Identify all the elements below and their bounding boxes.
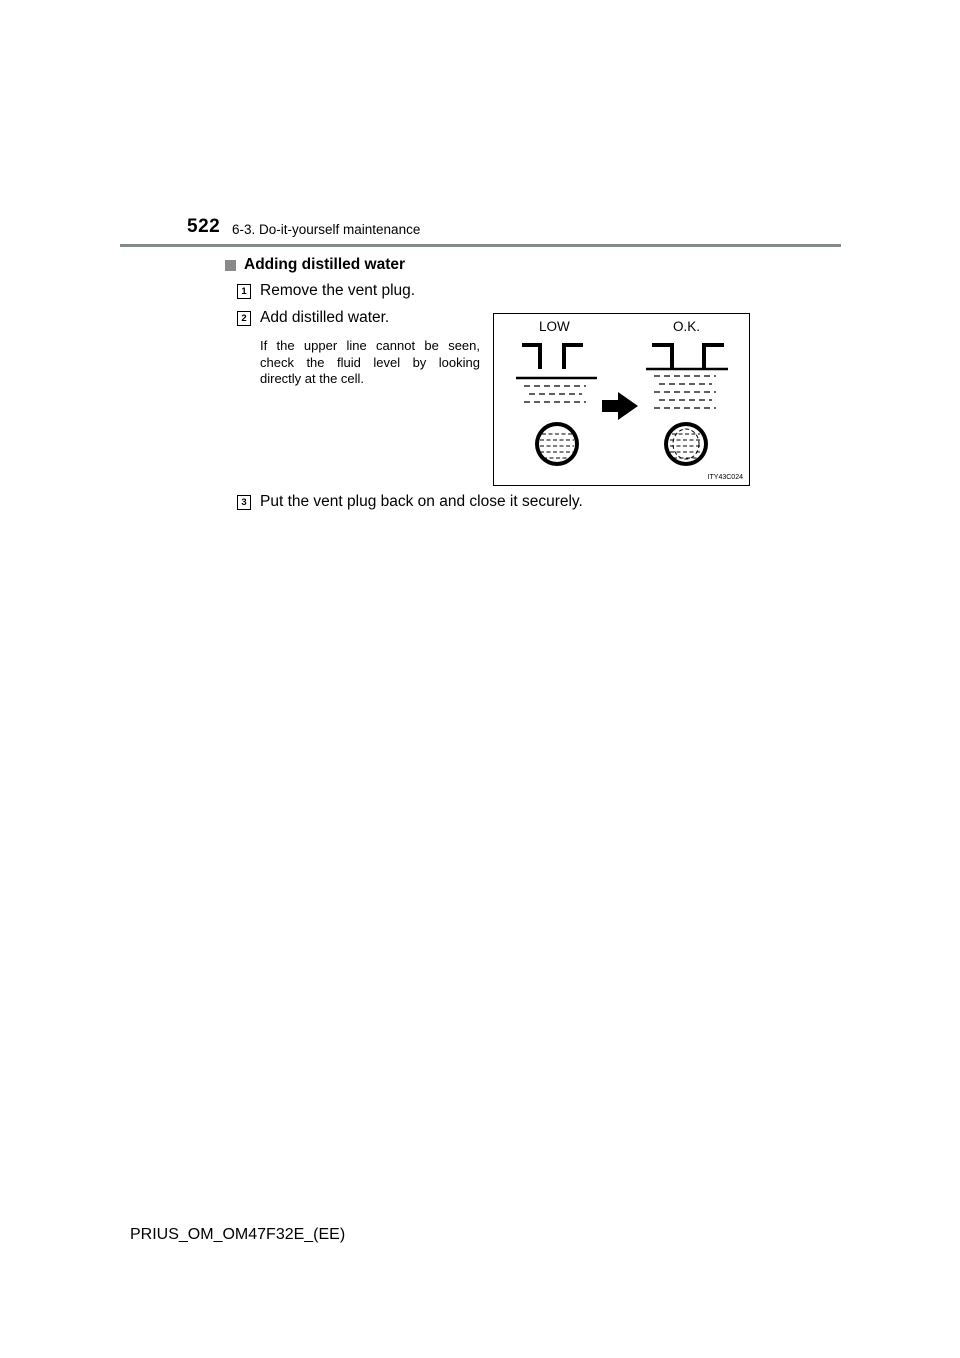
header-rule: [120, 244, 841, 247]
low-cell-top-view: [535, 422, 579, 466]
ok-label: O.K.: [673, 319, 701, 334]
step-2-badge: 2: [237, 311, 251, 326]
low-cell-walls: [522, 345, 583, 369]
step-2-text: Add distilled water.: [260, 309, 390, 326]
ok-cell-walls: [652, 345, 724, 369]
step-2-note: If the upper line cannot be seen, check the fluid level by looking directly at the cell.: [260, 338, 480, 386]
step-1-badge: 1: [237, 284, 251, 299]
low-fluid: [524, 386, 586, 402]
fluid-level-figure: [493, 313, 750, 486]
ok-cell-top-view: [664, 422, 708, 466]
footer-doc-id: PRIUS_OM_OM47F32E_(EE): [130, 1226, 346, 1243]
arrow-right-icon: [602, 392, 638, 420]
square-bullet-icon: [225, 260, 236, 271]
step-3-text: Put the vent plug back on and close it securely.: [260, 493, 583, 510]
step-3-badge: 3: [237, 495, 251, 510]
step-1-text: Remove the vent plug.: [260, 282, 416, 299]
heading-text: Adding distilled water: [244, 256, 406, 273]
page-number: 522: [187, 216, 221, 237]
section-title: 6-3. Do-it-yourself maintenance: [232, 222, 421, 237]
section-heading: [225, 256, 405, 274]
ok-fluid: [654, 376, 716, 408]
figure-code: ITY43C024: [707, 474, 743, 481]
fluid-level-illustration: [494, 314, 749, 485]
low-label: LOW: [539, 319, 570, 334]
